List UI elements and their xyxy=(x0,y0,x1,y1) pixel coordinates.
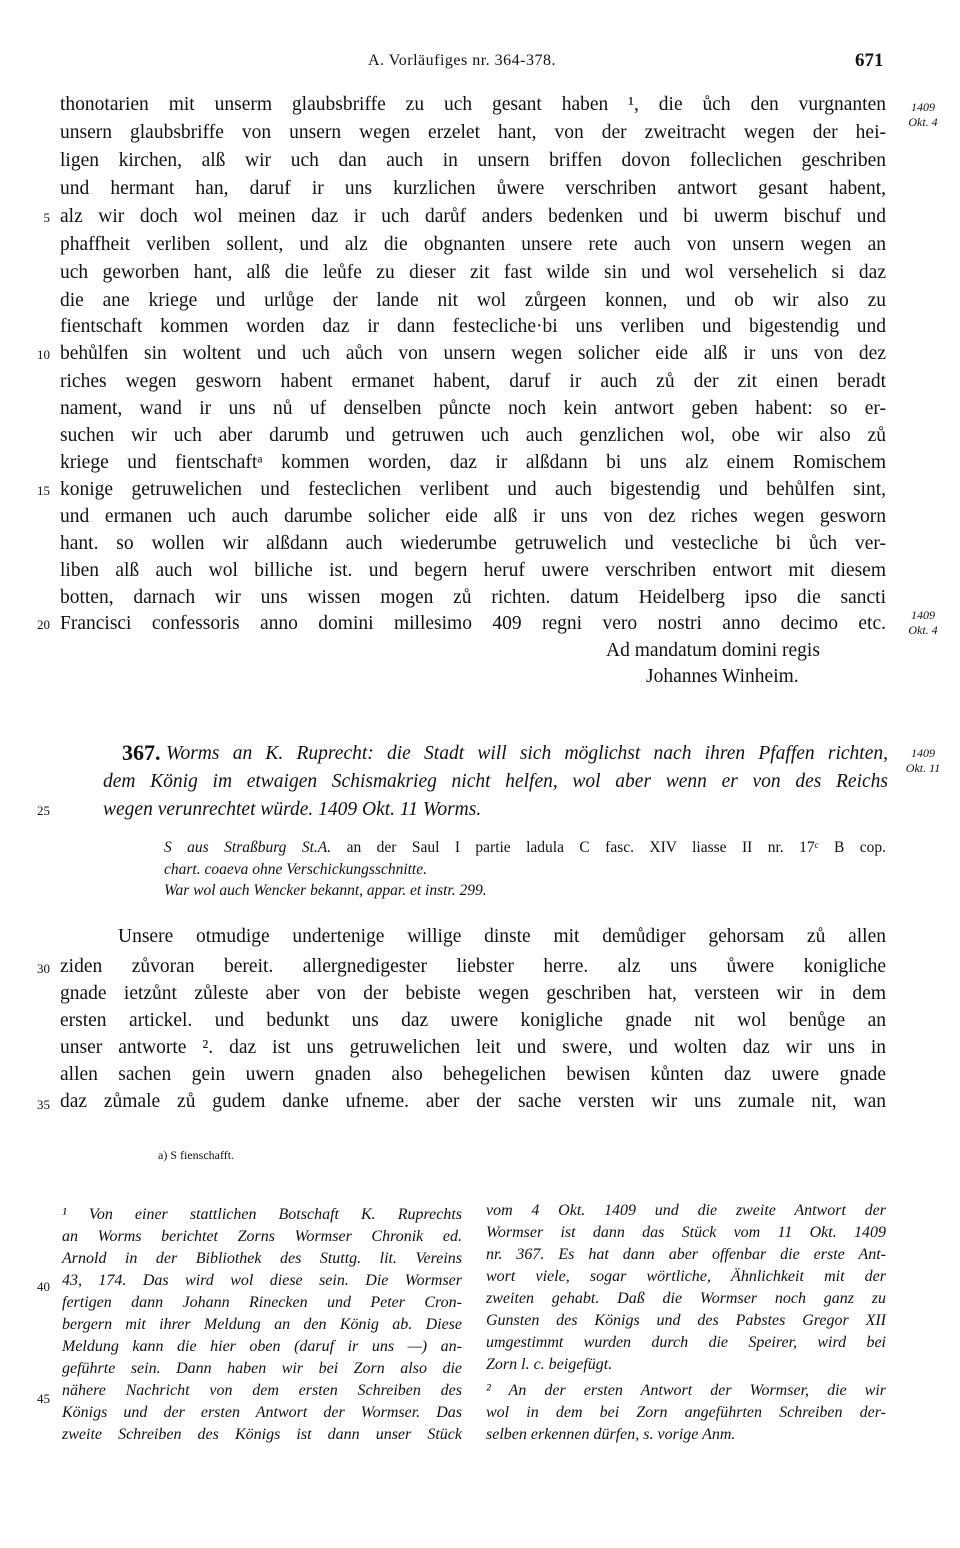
text-line: ziden zůvoran bereit. allergnedigester liebster herre. alz uns ůwere konigliche xyxy=(60,956,886,977)
margin-date xyxy=(895,100,951,130)
text-line: kriege und fientschaftᵃ kommen worden, daz ir alßdann bi uns alz einem Romischem xyxy=(60,452,886,473)
text-line: liben alß auch wol billiche ist. und begern heruf uwere verschriben entwort mit diesem xyxy=(60,560,886,581)
text-line: unser antworte ². daz ist uns getruwelichen leit und swere, und wolten daz wir uns in xyxy=(60,1037,886,1058)
footnote-line: zweite Schreiben des Königs ist dann unser Stück xyxy=(62,1426,462,1443)
text-line: riches wegen gesworn habent ermanet habent, daruf ir auch zů der zit einen beradt xyxy=(60,371,886,392)
footnote-line: Königs und der ersten Antwort der Wormser. Das xyxy=(62,1404,462,1421)
footnote-line: ¹ Von einer stattlichen Botschaft K. Ruprechts xyxy=(62,1206,462,1223)
source-note-line xyxy=(164,838,886,858)
document-heading-line: dem König im etwaigen Schismakrieg nicht helfen, wol aber wenn er von des Reichs xyxy=(103,771,888,792)
text-line: ersten artickel. und bedunkt uns daz uwere konigliche gnade nit wol benůge an xyxy=(60,1010,886,1031)
margin-date xyxy=(895,608,951,638)
text-line: nament, wand ir uns nů uf denselben půncte noch kein antwort geben habent: so er- xyxy=(60,398,886,419)
footnote-line: Gunsten des Königs und des Pabstes Gregor XII xyxy=(486,1312,886,1329)
text-line: allen sachen gein uwern gnaden also behegelichen bewisen kůnten daz uwere gnade xyxy=(60,1064,886,1085)
footnote-line: umgestimmt wurden durch die Speirer, wird bei xyxy=(486,1334,886,1351)
text-line: und hermant han, daruf ir uns kurzlichen ůwere verschriben antwort gesant habent, xyxy=(60,178,886,199)
footnote-line: geführte sein. Dann haben wir bei Zorn also die xyxy=(62,1360,462,1377)
line-number: 35 xyxy=(37,1097,50,1112)
line-number: 25 xyxy=(37,803,50,818)
source-siglum: S aus Straßburg St.A. xyxy=(164,839,332,856)
document-number: 367. xyxy=(122,740,161,765)
footnote-line: Meldung kann die hier oben (daruf ir uns —) an- xyxy=(62,1338,462,1355)
text-line: uch geworben hant, alß die leůfe zu dieser zit fast wilde sin und wol versehelich si daz xyxy=(60,262,886,283)
margin-date-year: 1409 xyxy=(911,608,935,622)
text-line: unsern glaubsbriffe von unsern wegen erzelet hant, von der zweitracht wegen der hei- xyxy=(60,122,886,143)
page-number: 671 xyxy=(855,50,884,71)
line-number: 40 xyxy=(37,1279,50,1294)
text-line: thonotarien mit unserm glaubsbriffe zu uch gesant haben ¹, die ůch den vurgnanten xyxy=(60,94,886,115)
footnote-line: Zorn l. c. beigefügt. xyxy=(486,1356,613,1373)
document-heading-line: wegen verunrechtet würde. 1409 Okt. 11 Worms. xyxy=(103,799,482,820)
text-line: gnade ietzůnt zůleste aber von der bebiste wegen geschriben hat, versteen wir in dem xyxy=(60,983,886,1004)
text-line: daz zůmale zů gudem danke ufneme. aber der sache versten wir uns zumale nit, wan xyxy=(60,1091,886,1112)
text-line: fientschaft kommen worden daz ir dann festecliche·bi uns verliben und bigestendig und xyxy=(60,316,886,337)
footnote-line: wol in dem bei Zorn angeführten Schreiben der- xyxy=(486,1404,886,1421)
text-line: konige getruwelichen und festeclichen verlibent und auch bigestendig und behůlfen sint, xyxy=(60,479,886,500)
footnote-line: Wormser ist dann das Stück vom 11 Okt. 1409 xyxy=(486,1224,886,1241)
margin-date-year: 1409 xyxy=(911,100,935,114)
text-line: ligen kirchen, alß wir uch dan auch in unsern briffen dovon folleclichen geschriben xyxy=(60,150,886,171)
line-number: 10 xyxy=(37,347,50,362)
margin-date-day: Okt. 4 xyxy=(908,623,938,637)
line-number: 20 xyxy=(37,617,50,632)
text-line: Unsere otmudige undertenige willige dinste mit demůdiger gehorsam zů allen xyxy=(118,926,886,947)
signature-line: Johannes Winheim. xyxy=(646,666,799,687)
text-line: die ane kriege und urlůge der lande nit wol zůrgeen konnen, und ob wir also zu xyxy=(60,290,886,311)
margin-date-day: Okt. 4 xyxy=(908,115,938,129)
document-heading-line: Worms an K. Ruprecht: die Stadt will sich möglichst nach ihren Pfaffen richten, xyxy=(166,743,888,764)
footnote-line: wort viele, sogar wörtliche, Ähnlichkeit mit der xyxy=(486,1268,886,1285)
footnote-line: nähere Nachricht von dem ersten Schreiben des xyxy=(62,1382,462,1399)
line-number: 5 xyxy=(43,210,50,225)
footnote-line: bergern mit ihrer Meldung an den König ab. Diese xyxy=(62,1316,462,1333)
signature-line: Ad mandatum domini regis xyxy=(606,640,820,661)
footnote-line: vom 4 Okt. 1409 und die zweite Antwort der xyxy=(486,1202,886,1219)
margin-date-year: 1409 xyxy=(911,746,935,760)
text-line: hant. so wollen wir alßdann auch wiederumbe getruwelich und vestecliche bi ůch ver- xyxy=(60,533,886,554)
line-number: 45 xyxy=(37,1391,50,1406)
text-line: behůlfen sin woltent und uch aůch von unsern wegen solicher eide alß ir uns von dez xyxy=(60,343,886,364)
footnote-line: 43, 174. Das wird wol diese sein. Die Wormser xyxy=(62,1272,462,1289)
footnote-line: selben erkennen dürfen, s. vorige Anm. xyxy=(486,1426,736,1443)
footnote-line: fertigen dann Johann Rinecken und Peter Cron- xyxy=(62,1294,462,1311)
line-number: 30 xyxy=(37,961,50,976)
running-header: A. Vorläufiges nr. 364-378. xyxy=(368,52,557,69)
source-note-line: War wol auch Wencker bekannt, appar. et instr. 299. xyxy=(164,882,487,899)
line-number: 15 xyxy=(37,483,50,498)
text-line: und ermanen uch auch darumbe solicher eide alß ir uns von dez riches wegen gesworn xyxy=(60,506,886,527)
source-detail: an der Saul I partie ladula C fasc. XIV liasse II nr. 17ᶜ B cop. xyxy=(331,839,887,856)
text-line: botten, darnach wir uns wissen mogen zů richten. datum Heidelberg ipso die sancti xyxy=(60,587,886,608)
text-line: phaffheit verliben sollent, und alz die obgnanten unsere rete auch von unsern wegen an xyxy=(60,234,886,255)
source-note-line: chart. coaeva ohne Verschickungsschnitte. xyxy=(164,861,427,878)
text-line: Francisci confessoris anno domini millesimo 409 regni vero nostri anno decimo etc. xyxy=(60,613,886,634)
critical-footnote: a) S fienschafft. xyxy=(158,1148,235,1162)
text-line: alz wir doch wol meinen daz ir uch darůf anders bedenken und bi uwerm bischuf und xyxy=(60,206,886,227)
footnote-line: Arnold in der Bibliothek des Stuttg. lit. Vereins xyxy=(62,1250,462,1267)
footnote-line: ² An der ersten Antwort der Wormser, die wir xyxy=(486,1382,886,1399)
margin-date xyxy=(895,746,951,776)
footnote-line: zweiten gehabt. Daß die Wormser noch ganz zu xyxy=(486,1290,886,1307)
footnote-line: an Worms berichtet Zorns Wormser Chronik ed. xyxy=(62,1228,462,1245)
text-line: suchen wir uch aber darumb und getruwen uch auch genzlichen wol, obe wir also zů xyxy=(60,425,886,446)
footnote-line: nr. 367. Es hat dann aber offenbar die erste Ant- xyxy=(486,1246,886,1263)
margin-date-day: Okt. 11 xyxy=(905,761,941,775)
